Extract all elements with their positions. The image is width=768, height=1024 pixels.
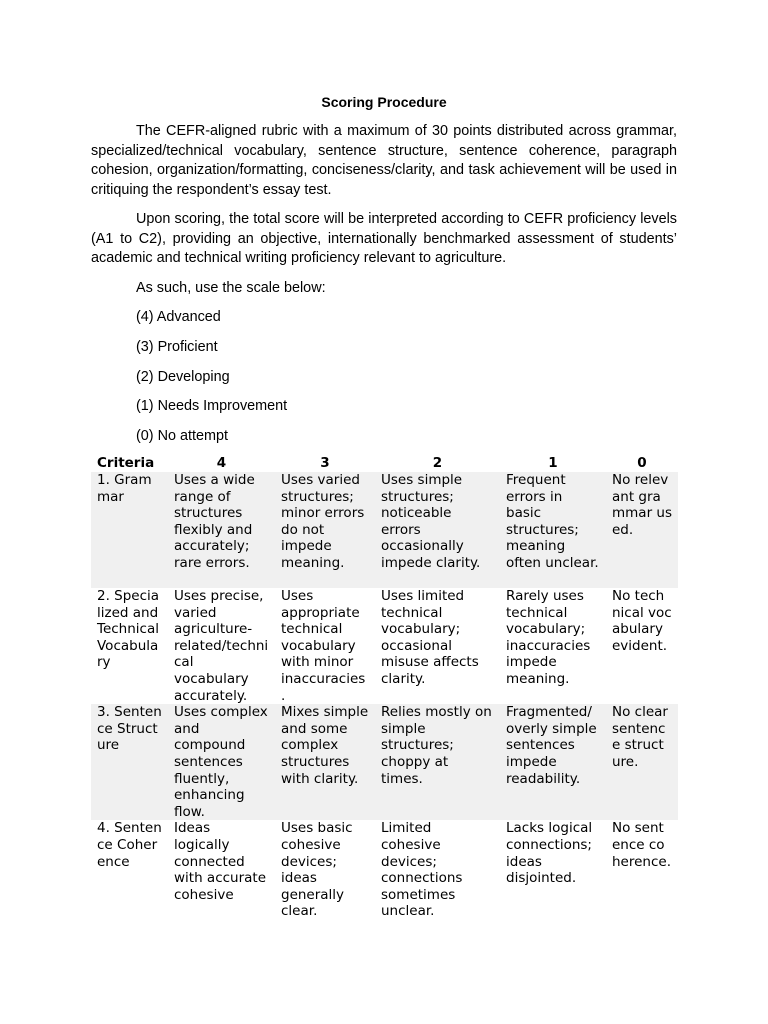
- scale-item-proficient: (3) Proficient: [136, 338, 218, 355]
- score-0-cell: No relevant grammar used.: [606, 472, 678, 588]
- table-header-row: [91, 454, 678, 472]
- paragraph-score-interpretation: Upon scoring, the total score will be interpreted according to CEFR proficiency levels (A1 to C2), providing an objective, internationally benchmarked assessment of students’ academic and technical writing proficiency relevant to agriculture.: [91, 211, 677, 266]
- table-row: [91, 820, 678, 920]
- score-3-cell: Mixes simple and some complex structures with clarity.: [275, 704, 375, 820]
- table-row: [91, 472, 678, 588]
- score-4-cell: Uses precise, varied agriculture-related/technical vocabulary accurately.: [174, 588, 269, 704]
- criteria-cell: 4. Sentence Coherence: [97, 820, 162, 870]
- scale-item-advanced: (4) Advanced: [136, 309, 221, 326]
- page-title: Scoring Procedure: [321, 94, 447, 110]
- column-header-0: 0: [637, 455, 647, 472]
- column-header-4: 4: [216, 455, 227, 472]
- score-1-cell: Lacks logical connections; ideas disjointed.: [506, 820, 593, 887]
- score-1-cell: Rarely uses technical vocabulary; inaccuracies impede meaning.: [506, 588, 591, 687]
- column-header-2: 2: [432, 455, 443, 472]
- scale-item-no-attempt: (0) No attempt: [136, 427, 228, 444]
- score-2-cell: Uses limited technical vocabulary; occasional misuse affects clarity.: [381, 588, 479, 687]
- score-4-cell: Uses a wide range of structures flexibly and accurately; rare errors.: [168, 472, 275, 588]
- score-0-cell: No sentence coherence.: [612, 820, 671, 870]
- table-row: [91, 704, 678, 820]
- criteria-cell: 3. Sentence Structure: [91, 704, 168, 820]
- score-4-cell: Ideas logically connected with accurate cohesive: [174, 820, 267, 903]
- score-4-cell: Uses complex and compound sentences fluently, enhancing flow.: [168, 704, 275, 820]
- score-3-cell: Uses basic cohesive devices; ideas generally clear.: [281, 820, 353, 920]
- rubric-table: [91, 454, 678, 920]
- column-header-1: 1: [548, 455, 558, 472]
- scale-item-developing: (2) Developing: [136, 368, 230, 385]
- table-row: [91, 588, 678, 704]
- score-2-cell: Limited cohesive devices; connections sometimes unclear.: [381, 820, 463, 920]
- score-2-cell: Relies mostly on simple structures; choppy at times.: [375, 704, 500, 820]
- document-page: [91, 94, 677, 457]
- score-0-cell: No technical vocabulary evident.: [612, 588, 672, 654]
- scale-item-needs-improvement: (1) Needs Improvement: [136, 398, 288, 415]
- scale-intro: As such, use the scale below:: [136, 279, 326, 296]
- score-2-cell: Uses simple structures; noticeable errors occasionally impede clarity.: [375, 472, 500, 588]
- score-3-cell: Uses appropriate technical vocabulary with minor inaccuracies.: [281, 588, 366, 704]
- criteria-cell: 2. Specialized and Technical Vocabulary: [97, 588, 160, 671]
- score-3-cell: Uses varied structures; minor errors do not impede meaning.: [275, 472, 375, 588]
- column-header-3: 3: [320, 455, 330, 472]
- score-0-cell: No clear sentence structure.: [606, 704, 678, 820]
- score-1-cell: Fragmented/ overly simple sentences impede readability.: [500, 704, 606, 820]
- criteria-cell: 1. Grammar: [91, 472, 168, 588]
- column-header-criteria: Criteria: [97, 455, 155, 472]
- paragraph-rubric-description: The CEFR-aligned rubric with a maximum of 30 points distributed across grammar, specialized/technical vocabulary, sentence structure, sentence coherence, paragraph cohesion, organization/formatting, conciseness/clarity, and task achievement will be used in critiquing the respondent’s essay test.: [91, 123, 677, 198]
- score-1-cell: Frequent errors in basic structures; meaning often unclear.: [500, 472, 606, 588]
